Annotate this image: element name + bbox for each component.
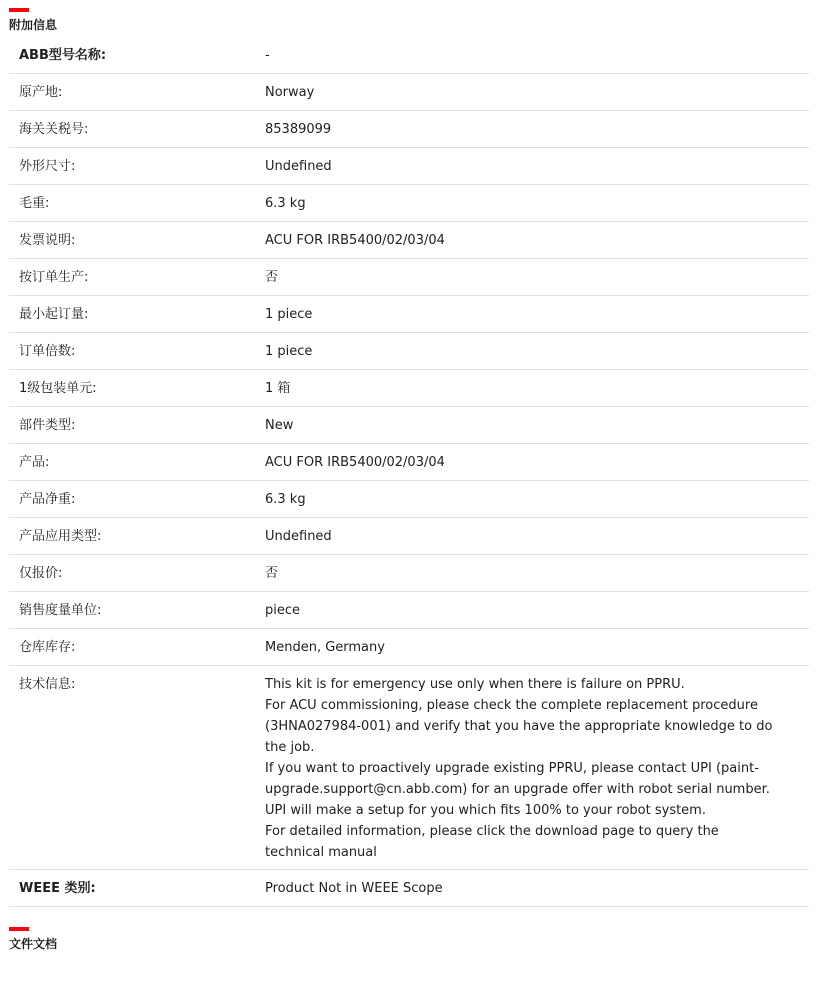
table-row	[9, 407, 809, 444]
row-label: 外形尺寸:	[19, 159, 76, 174]
table-row	[9, 185, 809, 222]
table-row	[9, 629, 809, 666]
tech-info-row	[9, 666, 809, 870]
row-label: 毛重:	[19, 196, 50, 211]
tech-info-paragraph: For detailed information, please click the download page to query the technical manual	[265, 824, 719, 860]
row-label: 订单倍数:	[19, 344, 76, 359]
row-value: 85389099	[265, 122, 332, 137]
row-value: 否	[265, 270, 279, 285]
row-value: 否	[265, 566, 279, 581]
row-label: 产品应用类型:	[19, 529, 102, 544]
additional-info-section	[0, 8, 817, 907]
row-value: Undefined	[265, 159, 332, 174]
row-value: Menden, Germany	[265, 640, 385, 655]
row-label: 最小起订量:	[19, 307, 89, 322]
row-value: piece	[265, 603, 301, 618]
tech-info-paragraph: If you want to proactively upgrade existing PPRU, please contact UPI (paint-upgrade.support@cn.abb.com) for an upgrade offer with robot serial number. UPI will make a setup for you which fits 100% to your robot system.	[265, 761, 770, 818]
row-value: 1 箱	[265, 381, 291, 396]
tech-info-paragraph: For ACU commissioning, please check the complete replacement procedure (3HNA027984-001) and verify that you have the appropriate knowledge to do the job.	[265, 698, 773, 755]
row-label: 部件类型:	[19, 418, 76, 433]
tech-info-text	[265, 666, 809, 869]
table-row	[9, 111, 809, 148]
row-value: 1 piece	[265, 344, 313, 359]
table-row	[9, 444, 809, 481]
table-row	[9, 74, 809, 111]
row-value: ACU FOR IRB5400/02/03/04	[265, 233, 445, 248]
table-row	[9, 370, 809, 407]
row-label: 发票说明:	[19, 233, 76, 248]
info-table	[9, 37, 809, 907]
table-row	[9, 222, 809, 259]
row-value: -	[265, 48, 270, 63]
table-row	[9, 148, 809, 185]
row-label: ABB型号名称:	[19, 48, 107, 63]
section-title: 文件文档	[9, 937, 58, 951]
weee-row	[9, 870, 809, 907]
documents-section	[0, 927, 817, 952]
row-value: 6.3 kg	[265, 196, 306, 211]
table-row	[9, 592, 809, 629]
row-label: 1级包装单元:	[19, 381, 97, 396]
row-label: WEEE 类别:	[19, 881, 96, 896]
row-label: 按订单生产:	[19, 270, 89, 285]
section-accent-bar	[9, 927, 29, 931]
row-label: 产品净重:	[19, 492, 76, 507]
table-row	[9, 555, 809, 592]
row-label: 仓库库存:	[19, 640, 76, 655]
table-row	[9, 296, 809, 333]
row-value: 1 piece	[265, 307, 313, 322]
table-row	[9, 37, 809, 74]
row-label: 销售度量单位:	[19, 603, 102, 618]
table-row	[9, 481, 809, 518]
row-value: Norway	[265, 85, 315, 100]
section-accent-bar	[9, 8, 29, 12]
row-value: Product Not in WEEE Scope	[265, 881, 443, 896]
row-value: 6.3 kg	[265, 492, 306, 507]
row-value: ACU FOR IRB5400/02/03/04	[265, 455, 445, 470]
table-row	[9, 259, 809, 296]
row-label: 技术信息:	[19, 677, 76, 692]
table-row	[9, 333, 809, 370]
table-row	[9, 518, 809, 555]
row-label: 仅报价:	[19, 566, 63, 581]
section-title: 附加信息	[9, 18, 58, 32]
row-value: Undefined	[265, 529, 332, 544]
row-label: 产品:	[19, 455, 50, 470]
tech-info-paragraph: This kit is for emergency use only when there is failure on PPRU.	[265, 677, 685, 692]
row-value: New	[265, 418, 294, 433]
row-label: 海关关税号:	[19, 122, 89, 137]
row-label: 原产地:	[19, 85, 63, 100]
